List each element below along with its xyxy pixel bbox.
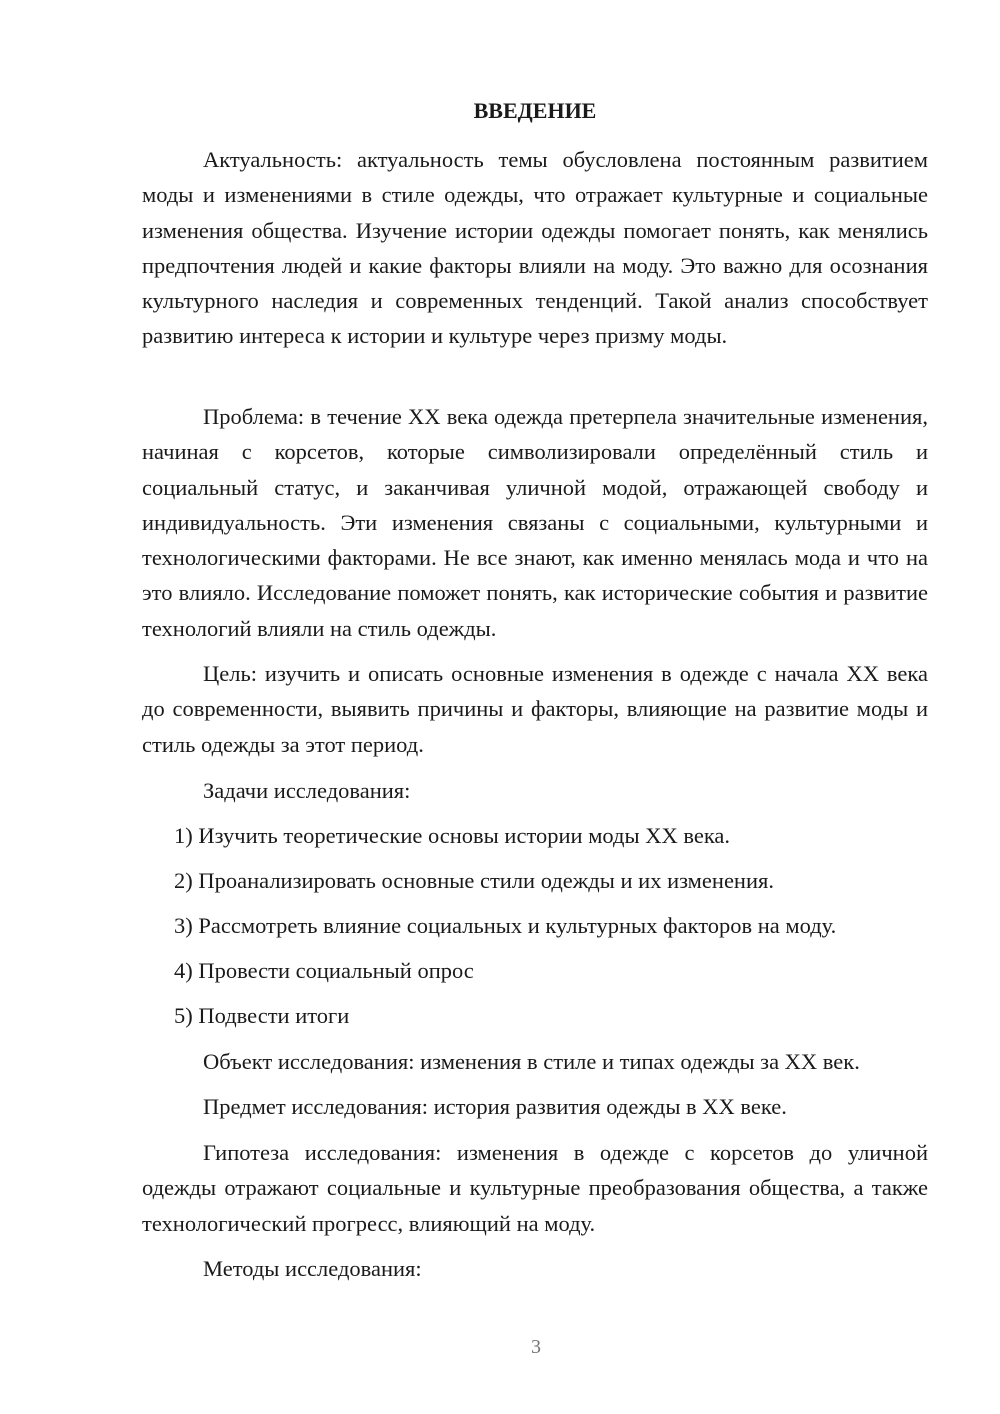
object-paragraph: Объект исследования: изменения в стиле и типах одежды за XX век.	[203, 1049, 860, 1074]
subject-paragraph: Предмет исследования: история развития одежды в XX веке.	[203, 1094, 787, 1119]
tasks-title: Задачи исследования:	[203, 778, 411, 803]
task-item-4: 4) Провести социальный опрос	[174, 958, 474, 983]
section-heading: ВВЕДЕНИЕ	[473, 98, 597, 123]
relevance-paragraph: Актуальность: актуальность темы обусловлена постоянным развитием моды и изменениями в стиле одежды, что отражает культурные и социальные изменения общества. Изучение истории одежды помогает понять, как менялись предпочтения людей и какие факторы влияли на моду. Это важно для осознания культурного наследия и современных тенденций. Такой анализ способствует развитию интереса к истории и культуре через призму моды.	[142, 147, 928, 349]
page-number: 3	[531, 1336, 541, 1358]
problem-paragraph: Проблема: в течение XX века одежда претерпела значительные изменения, начиная с корсетов, которые символизировали определённый стиль и социальный статус, и заканчивая уличной модой, отражающей свободу и индивидуальность. Эти изменения связаны с социальными, культурными и технологическими факторами. Не все знают, как именно менялась мода и что на это влияло. Исследование поможет понять, как исторические события и развитие технологий влияли на стиль одежды.	[142, 404, 928, 641]
task-item-3: 3) Рассмотреть влияние социальных и культурных факторов на моду.	[174, 913, 837, 938]
hypothesis-paragraph: Гипотеза исследования: изменения в одежде с корсетов до уличной одежды отражают социальные и культурные преобразования общества, а также технологический прогресс, влияющий на моду.	[142, 1140, 928, 1236]
task-item-2: 2) Проанализировать основные стили одежды и их изменения.	[174, 868, 774, 893]
goal-paragraph: Цель: изучить и описать основные изменения в одежде с начала XX века до современности, выявить причины и факторы, влияющие на развитие моды и стиль одежды за этот период.	[142, 661, 928, 757]
task-item-1: 1) Изучить теоретические основы истории моды XX века.	[174, 823, 731, 848]
methods-title: Методы исследования:	[203, 1256, 422, 1281]
task-item-5: 5) Подвести итоги	[174, 1003, 350, 1028]
